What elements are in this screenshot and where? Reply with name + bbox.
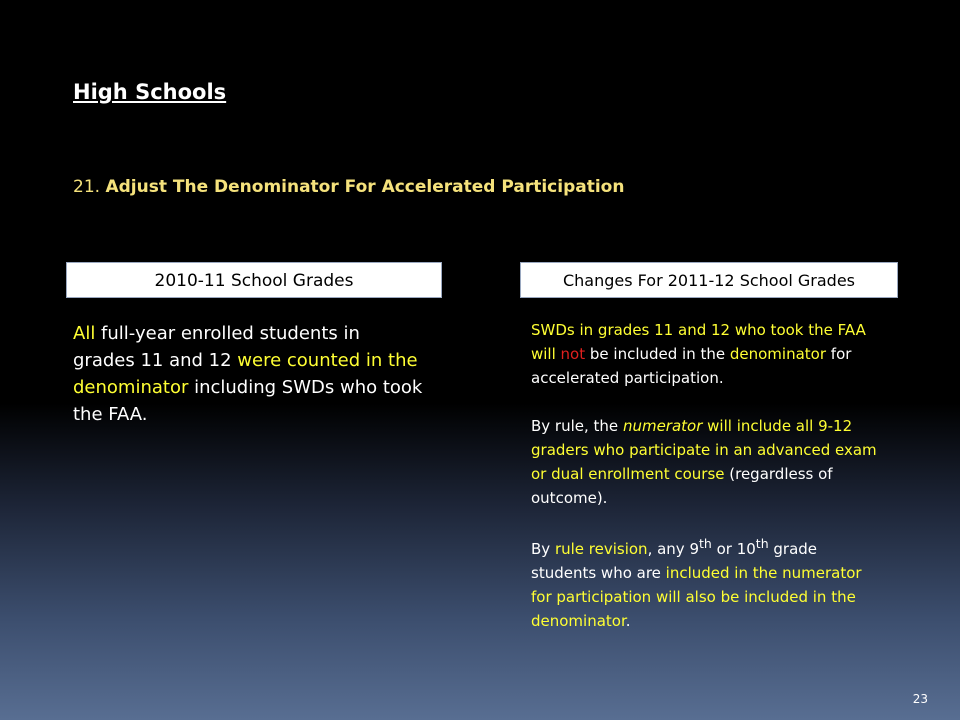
page-number: 23 — [912, 692, 928, 706]
header-box-2011-12: Changes For 2011-12 School Grades — [520, 262, 898, 298]
right-paragraph-1 — [531, 318, 881, 390]
p1-part1: SWDs in grades 11 and 12 who took the FAA will — [531, 321, 866, 363]
subtitle-number: 21. — [73, 177, 106, 197]
right-paragraph-3 — [531, 534, 881, 633]
p1-part3: be included in the — [585, 345, 730, 363]
left-column-text — [73, 320, 423, 428]
p1-denominator: denominator — [729, 345, 827, 363]
p3-part1: By — [531, 540, 555, 558]
page-title: High Schools — [73, 80, 227, 104]
p2-part3: will include all 9-12 graders who participate in an advanced exam or dual enrollment course — [531, 417, 877, 483]
p3-part3: , any 9 — [647, 540, 699, 558]
p3-part5: or 10 — [711, 540, 756, 558]
subtitle-text: Adjust The Denominator For Accelerated Participation — [105, 177, 625, 197]
p1-not: not — [560, 345, 586, 363]
left-text-part2: full-year enrolled students in grades 11 and 12 — [73, 323, 360, 371]
p3-period: . — [625, 612, 631, 630]
right-paragraph-2 — [531, 414, 881, 510]
left-text-highlight: were counted in the denominator — [73, 350, 418, 398]
p3-part7: grade students who are — [531, 540, 818, 582]
p3-sup-2: th — [755, 536, 769, 551]
left-text-all: All — [73, 323, 96, 344]
p2-part4: (regardless of outcome). — [531, 465, 833, 507]
p1-part5: for accelerated participation. — [531, 345, 852, 387]
p3-sup-1: th — [699, 536, 712, 551]
p3-rule-revision: rule revision — [554, 540, 648, 558]
p2-part1: By rule, the — [531, 417, 623, 435]
header-box-2010-11: 2010-11 School Grades — [66, 262, 442, 298]
left-text-part4: including SWDs who took the FAA. — [73, 377, 423, 425]
section-subtitle — [73, 177, 624, 197]
right-column-text — [531, 318, 881, 633]
p3-highlight: included in the numerator for participation will also be included in the denominator — [531, 564, 862, 630]
p2-numerator: numerator — [622, 417, 703, 435]
